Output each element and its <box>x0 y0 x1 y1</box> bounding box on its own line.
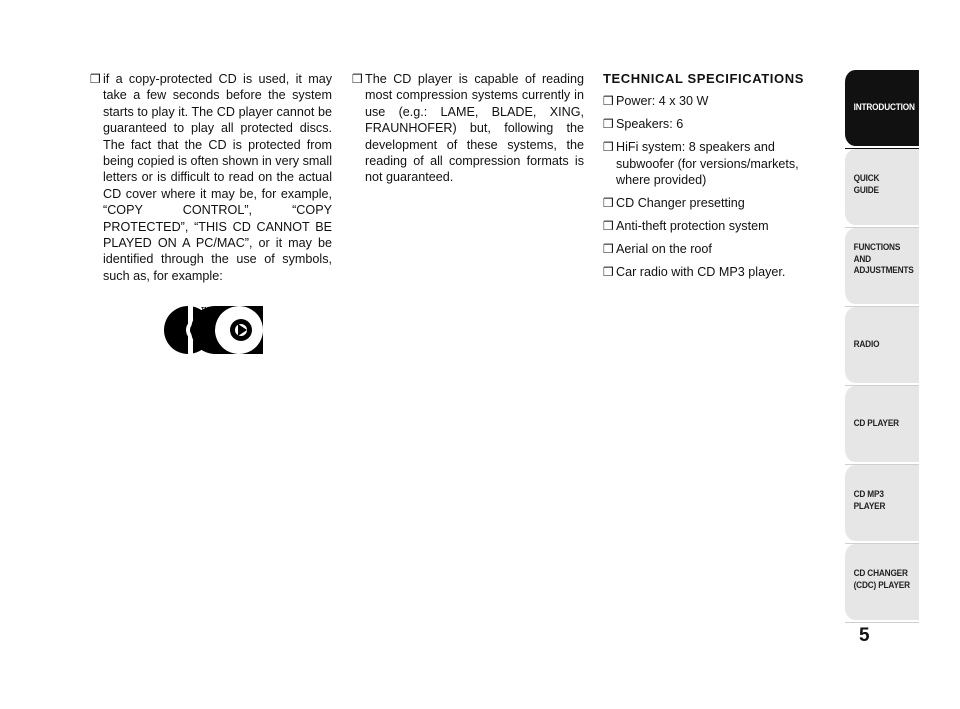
tab-label: CD MP3 <box>853 489 884 500</box>
bullet-box-icon: ❒ <box>90 72 101 86</box>
tab-cd-mp3-player[interactable] <box>845 465 919 544</box>
column-1 <box>90 71 332 284</box>
bullet-box-icon: ❒ <box>603 117 614 132</box>
copy-protection-text: if a copy-protected CD is used, it may take a few seconds before the system starts to play it. The CD player cannot be guaranteed to play all protected discs. The fact that the CD is protected from being copied is often shown in very small letters or is difficult to read on the actual CD cover where it may be, for example, “COPY CONTROL”, “COPY PROTECTED”, “THIS CD CANNOT BE PLAYED ON A PC/MAC”, or it may be identified through the use of symbols, such as, for example: <box>103 72 332 283</box>
tab-label: PLAYER <box>853 500 886 512</box>
spec-text: Aerial on the roof <box>616 241 712 256</box>
spec-item <box>603 241 835 257</box>
spec-text: CD Changer presetting <box>616 195 745 210</box>
spec-item <box>603 139 835 188</box>
tab-label: ADJUSTMENTS <box>853 265 914 276</box>
tab-label: CD CHANGER <box>853 568 908 579</box>
bullet-box-icon: ❒ <box>603 94 614 109</box>
bullet-box-icon: ❒ <box>603 140 614 155</box>
technical-specifications-title: TECHNICAL SPECIFICATIONS <box>603 71 804 86</box>
tab-label: AND <box>853 253 871 265</box>
copy-control-logo-icon <box>163 304 265 356</box>
spec-text: Power: 4 x 30 W <box>616 94 709 109</box>
tab-label: CD PLAYER <box>853 418 899 429</box>
tab-cd-player[interactable] <box>845 386 919 465</box>
tab-label: RADIO <box>853 339 880 350</box>
spec-item <box>603 218 835 234</box>
logo-tm-mark: TM <box>201 307 209 313</box>
tab-label: QUICK <box>853 173 880 184</box>
compression-note <box>352 71 584 186</box>
tab-functions-and-adjustments[interactable] <box>845 228 919 307</box>
tab-quick-guide[interactable] <box>845 149 919 228</box>
section-tabs <box>845 70 919 623</box>
bullet-box-icon: ❒ <box>603 241 614 256</box>
spec-text: Car radio with CD MP3 player. <box>616 264 786 279</box>
tab-label: INTRODUCTION <box>853 102 915 113</box>
spec-text: Anti-theft protection system <box>616 218 769 233</box>
column-2 <box>352 71 584 186</box>
spec-item <box>603 264 835 280</box>
tab-label: GUIDE <box>853 184 879 196</box>
compression-text: The CD player is capable of reading most compression systems currently in use (e.g.: LAME, BLADE, XING, FRAUNHOFER) but, following the development of these systems, the reading of all compression formats is not guaranteed. <box>365 72 584 185</box>
tab-radio[interactable] <box>845 307 919 386</box>
copy-protection-note <box>90 71 332 284</box>
spec-text: HiFi system: 8 speakers and subwoofer (for versions/markets, where provided) <box>616 140 799 188</box>
page-number: 5 <box>859 625 870 646</box>
tab-label: (CDC) PLAYER <box>853 579 910 591</box>
spec-text: Speakers: 6 <box>616 117 684 132</box>
spec-item <box>603 195 835 211</box>
bullet-box-icon: ❒ <box>603 195 614 210</box>
tab-introduction[interactable] <box>845 70 919 149</box>
tab-cd-changer-player[interactable] <box>845 544 919 623</box>
bullet-box-icon: ❒ <box>352 72 363 86</box>
bullet-box-icon: ❒ <box>603 218 614 233</box>
column-3 <box>603 71 835 287</box>
spec-item <box>603 93 835 109</box>
spec-item <box>603 116 835 132</box>
tab-label: FUNCTIONS <box>853 242 901 253</box>
bullet-box-icon: ❒ <box>603 264 614 279</box>
